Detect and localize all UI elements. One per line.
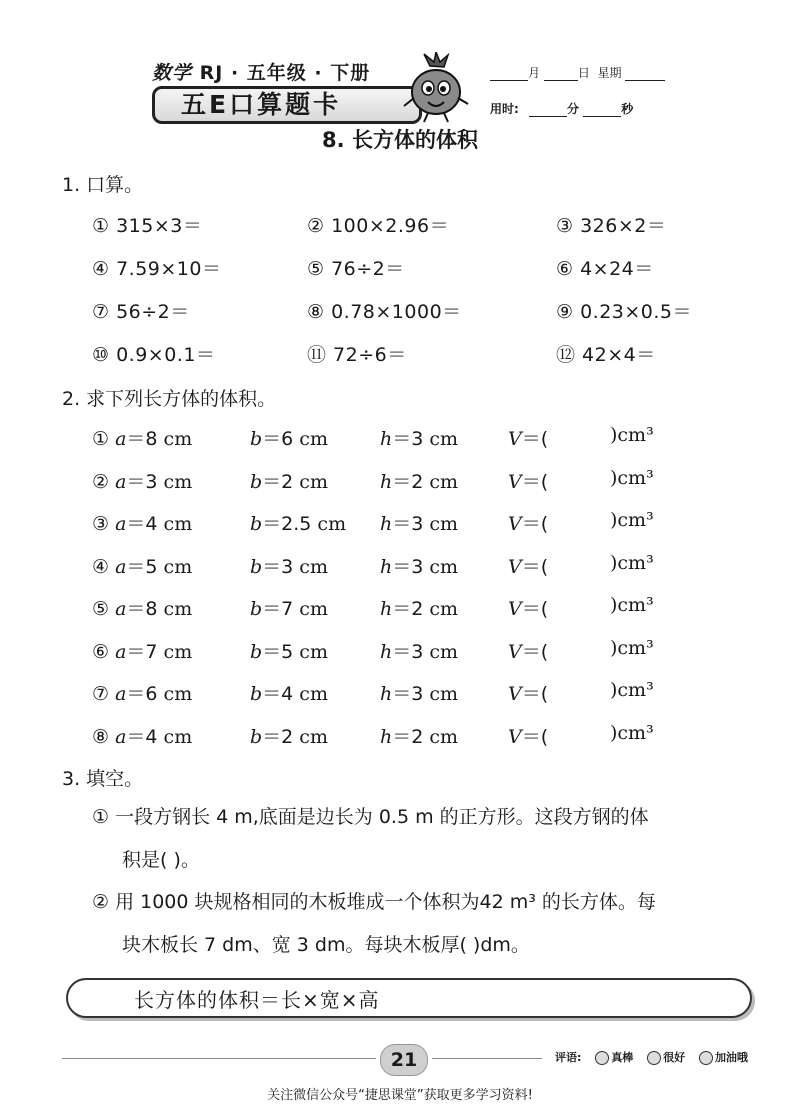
time-fields: 用时: 分 秒 (490, 102, 634, 116)
dim-b: b＝4 cm (250, 683, 328, 705)
volume-label: V＝( (508, 428, 549, 450)
volume-unit: )cm³ (610, 721, 654, 744)
footer-divider-left (62, 1058, 376, 1059)
month-blank[interactable] (490, 68, 528, 81)
page-number: 21 (380, 1044, 428, 1076)
edition-line (152, 58, 370, 85)
volume-unit: )cm³ (610, 636, 654, 659)
fill-question-2-line2: 块木板长 7 dm、宽 3 dm。每块木板厚( )dm。 (122, 934, 530, 956)
day-blank[interactable] (544, 68, 578, 81)
rating-option: 很好 (663, 1051, 686, 1064)
dim-a: ⑥ a＝7 cm (92, 640, 193, 663)
dim-b: b＝5 cm (250, 640, 328, 663)
date-fields: 月 日 星期 (490, 64, 665, 81)
minutes-blank[interactable] (529, 104, 567, 117)
volume-label: V＝( (508, 470, 549, 493)
smile-face-icon[interactable] (595, 1051, 609, 1065)
calc-item: ② 100×2.96＝ (307, 215, 450, 237)
dim-a: ⑦ a＝6 cm (92, 683, 193, 705)
subject-label: 数学 (152, 62, 193, 84)
dim-a: ② a＝3 cm (92, 470, 193, 493)
dim-b: b＝2 cm (250, 470, 328, 493)
dim-a: ⑤ a＝8 cm (92, 598, 193, 620)
volume-unit: )cm³ (610, 424, 654, 446)
fill-question-1-line2: 积是( )。 (122, 849, 200, 871)
volume-unit: )cm³ (610, 509, 654, 531)
volume-unit: )cm³ (610, 594, 654, 616)
cheer-face-icon[interactable] (699, 1051, 713, 1065)
lesson-title: 8. 长方体的体积 (322, 128, 478, 152)
dim-h: h＝2 cm (380, 598, 459, 620)
brand-logo: 五E口算题卡 (152, 86, 422, 124)
dim-h: h＝3 cm (380, 513, 459, 535)
volume-label: V＝( (508, 513, 549, 535)
calc-item: ⑥ 4×24＝ (556, 258, 654, 280)
dim-b: b＝2.5 cm (250, 513, 347, 535)
dim-b: b＝6 cm (250, 428, 328, 450)
calc-item: ⑨ 0.23×0.5＝ (556, 301, 693, 323)
volume-label: V＝( (508, 683, 549, 705)
dim-h: h＝3 cm (380, 428, 459, 450)
calc-item: ⑪ 72÷6＝ (307, 344, 407, 366)
calc-item: ⑩ 0.9×0.1＝ (92, 344, 216, 366)
volume-label: V＝( (508, 640, 549, 663)
dim-a: ① a＝8 cm (92, 428, 193, 450)
volume-unit: )cm³ (610, 679, 654, 701)
dim-a: ⑧ a＝4 cm (92, 725, 193, 748)
seconds-blank[interactable] (583, 104, 621, 117)
section3-title: 3. 填空。 (62, 768, 144, 790)
calc-item: ⑧ 0.78×1000＝ (307, 301, 462, 323)
fill-question-1-line1: ① 一段方钢长 4 m,底面是边长为 0.5 m 的正方形。这段方钢的体 (92, 806, 649, 828)
calc-item: ⑫ 42×4＝ (556, 344, 656, 366)
volume-unit: )cm³ (610, 466, 654, 489)
calc-item: ③ 326×2＝ (556, 215, 667, 237)
rating-option: 真棒 (611, 1051, 634, 1064)
volume-label: V＝( (508, 598, 549, 620)
dim-a: ④ a＝5 cm (92, 555, 193, 578)
dim-h: h＝3 cm (380, 555, 459, 578)
calc-item: ④ 7.59×10＝ (92, 258, 222, 280)
mascot-icon (400, 52, 472, 124)
section1-title: 1. 口算。 (62, 174, 144, 196)
rating-option: 加油哦 (714, 1051, 748, 1064)
calc-item: ⑤ 76÷2＝ (307, 258, 405, 280)
dim-a: ③ a＝4 cm (92, 513, 193, 535)
calc-item: ① 315×3＝ (92, 215, 203, 237)
dim-h: h＝2 cm (380, 725, 459, 748)
dim-b: b＝7 cm (250, 598, 328, 620)
dim-b: b＝2 cm (250, 725, 328, 748)
rating-label: 评语: (555, 1051, 582, 1064)
calc-item: ⑦ 56÷2＝ (92, 301, 190, 323)
volume-unit: )cm³ (610, 551, 654, 574)
section2-title: 2. 求下列长方体的体积。 (62, 388, 277, 410)
weekday-blank[interactable] (625, 68, 665, 81)
bottom-note: 关注微信公众号“捷思课堂”获取更多学习资料! (267, 1088, 533, 1103)
volume-label: V＝( (508, 555, 549, 578)
formula-text: 长方体的体积＝长×宽×高 (134, 988, 380, 1012)
rating-row (555, 1049, 748, 1065)
volume-label: V＝( (508, 725, 549, 748)
dim-b: b＝3 cm (250, 555, 328, 578)
edition-label: RJ · 五年级 · 下册 (199, 62, 371, 84)
footer-divider-right (432, 1058, 542, 1059)
happy-face-icon[interactable] (647, 1051, 661, 1065)
fill-question-2-line1: ② 用 1000 块规格相同的木板堆成一个体积为42 m³ 的长方体。每 (92, 891, 656, 913)
dim-h: h＝3 cm (380, 640, 459, 663)
dim-h: h＝2 cm (380, 470, 459, 493)
dim-h: h＝3 cm (380, 683, 459, 705)
